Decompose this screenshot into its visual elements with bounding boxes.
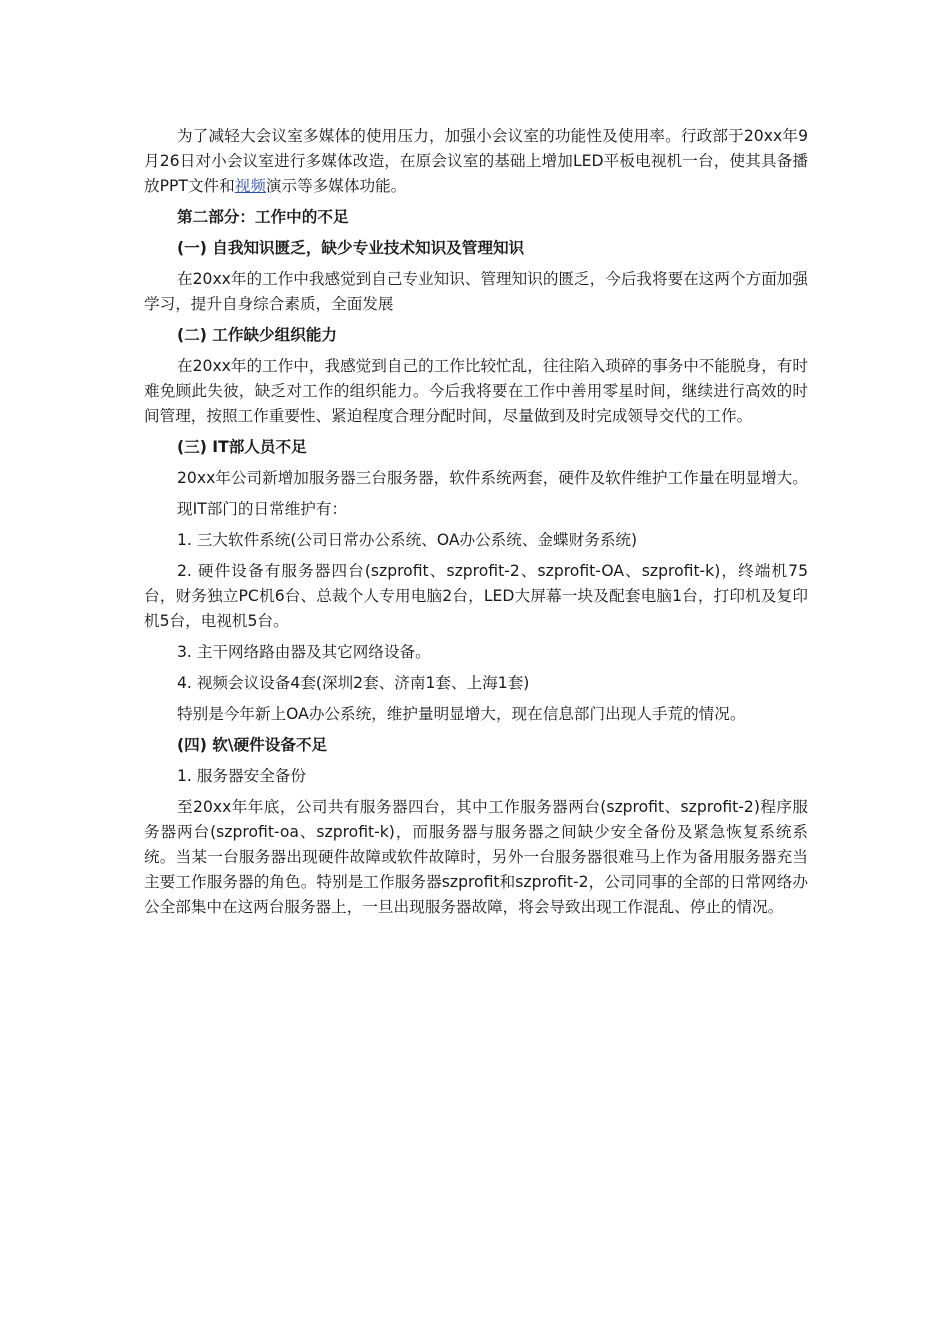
paragraph-multimedia-upgrade — [144, 124, 808, 199]
paragraph-organization: 在20xx年的工作中，我感觉到自己的工作比较忙乱，往往陷入琐碎的事务中不能脱身，有时难免顾此失彼，缺乏对工作的组织能力。今后我将要在工作中善用零星时间，继续进行高效的时间管理，按照工作重要性、紧迫程度合理分配时间，尽量做到及时完成领导交代的工作。 — [144, 357, 808, 425]
paragraph-text: 为了减轻大会议室多媒体的使用压力，加强小会议室的功能性及使用率。行政部于20xx年9月26日对小会议室进行多媒体改造，在原会议室的基础上增加LED平板电视机一台，使其具备播放PPT文件和 — [144, 127, 808, 195]
heading-equipment-lack: (四) 软\硬件设备不足 — [177, 736, 328, 754]
paragraph-oa-note: 特别是今年新上OA办公系统，维护量明显增大，现在信息部门出现人手荒的情况。 — [177, 705, 746, 723]
paragraph-text: 演示等多媒体功能。 — [265, 177, 407, 195]
heading-it-staff: (三) IT部人员不足 — [177, 438, 307, 456]
list-item-video-conference: 4. 视频会议设备4套(深圳2套、济南1套、上海1套) — [177, 674, 530, 692]
list-item-hardware: 2. 硬件设备有服务器四台(szprofit、szprofit-2、szprofit-OA、szprofit-k)，终端机75台，财务独立PC机6台、总裁个人专用电脑2台，LED大屏幕一块及配套电脑1台，打印机及复印机5台，电视机5台。 — [144, 562, 808, 630]
list-item-software: 1. 三大软件系统(公司日常办公系统、OA办公系统、金蝶财务系统) — [177, 531, 638, 549]
heading-knowledge-lack: (一) 自我知识匮乏，缺少专业技术知识及管理知识 — [177, 239, 525, 257]
list-item-server-backup: 1. 服务器安全备份 — [177, 767, 306, 785]
paragraph-knowledge-lack: 在20xx年的工作中我感觉到自己专业知识、管理知识的匮乏，今后我将要在这两个方面加强学习，提升自身综合素质，全面发展 — [144, 270, 808, 313]
heading-organization: (二) 工作缺少组织能力 — [177, 326, 338, 344]
heading-part-two: 第二部分：工作中的不足 — [177, 208, 349, 226]
paragraph-server-backup: 至20xx年年底，公司共有服务器四台，其中工作服务器两台(szprofit、szprofit-2)程序服务器两台(szprofit-oa、szprofit-k)，而服务器与服务器之间缺少安全备份及紧急恢复系统系统。当某一台服务器出现硬件故障或软件故障时，另外一台服务器很难马上作为备用服务器充当主要工作服务器的角色。特别是工作服务器szprofit和szprofit-2，公司同事的全部的日常网络办公全部集中在这两台服务器上，一旦出现服务器故障，将会导致出现工作混乱、停止的情况。 — [144, 798, 809, 916]
paragraph-it-maintenance-intro: 现IT部门的日常维护有： — [177, 500, 348, 518]
paragraph-it-workload: 20xx年公司新增加服务器三台服务器，软件系统两套，硬件及软件维护工作量在明显增大。 — [177, 469, 808, 487]
video-link[interactable]: 视频 — [234, 177, 266, 195]
document-page — [144, 124, 808, 926]
list-item-network: 3. 主干网络路由器及其它网络设备。 — [177, 643, 431, 661]
